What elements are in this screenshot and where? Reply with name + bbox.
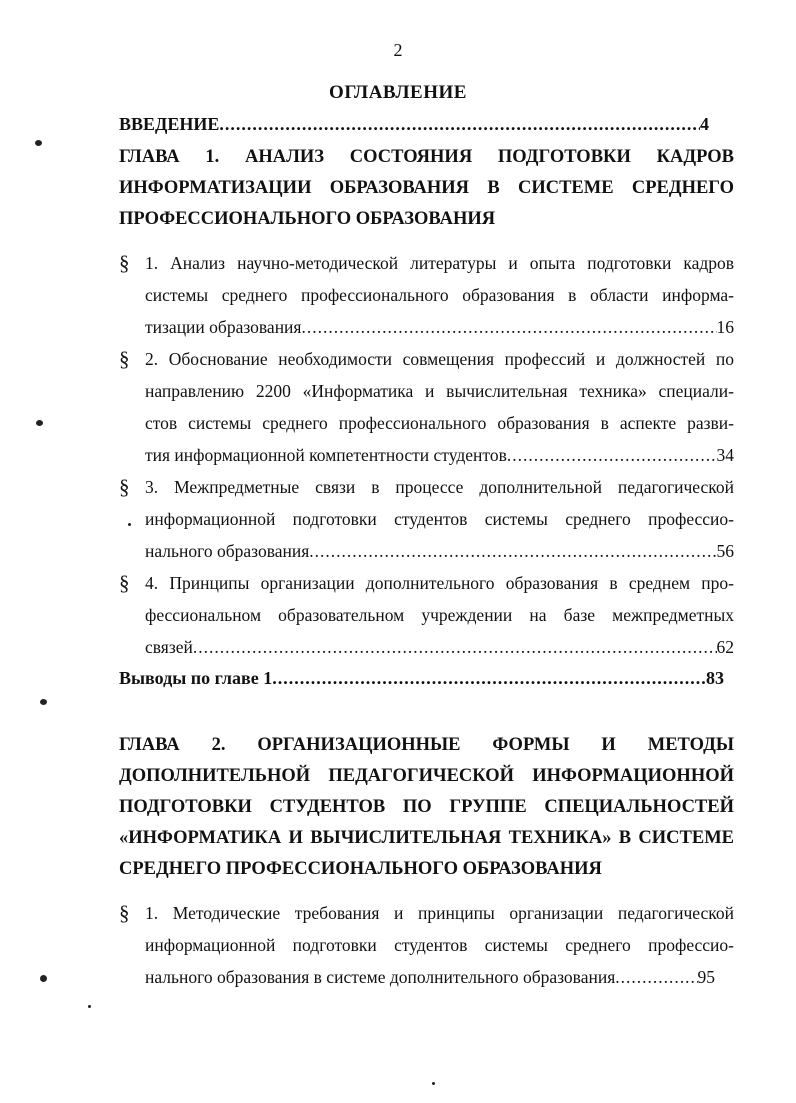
section-line: информационной подготовки студентов системы среднего профессио- <box>145 509 734 529</box>
section-line: 1. Анализ научно-методической литературы и опыта подготовки кадров <box>145 253 734 273</box>
section-last-line: тия информационной компетентности студентов <box>145 445 507 465</box>
section-line: направлению 2200 «Информатика и вычислительная техника» специали- <box>145 381 734 401</box>
scan-speck <box>36 420 43 426</box>
section-line: 3. Межпредметные связи в процессе дополнительной педагогической <box>145 477 734 497</box>
section-sign-icon: § <box>119 347 130 371</box>
section-line: информационной подготовки студентов системы среднего профессио- <box>145 935 734 955</box>
section-line: фессиональном образовательном учреждении на базе межпредметных <box>145 605 734 625</box>
section-last-line: нального образования <box>145 541 310 561</box>
section-last-line: нального образования в системе дополнительного образования <box>145 967 616 987</box>
section-page: 34 <box>716 445 734 465</box>
section-page: 56 <box>716 541 734 561</box>
section-page: 62 <box>716 637 734 657</box>
leader-dots <box>301 311 716 343</box>
toc-entry-label: ВВЕДЕНИЕ <box>119 114 220 134</box>
section-page: 95 <box>697 967 715 987</box>
leader-dots <box>507 439 717 471</box>
scan-speck <box>35 140 42 146</box>
section-sign-icon: § <box>119 475 130 499</box>
chapter1-heading[interactable]: ГЛАВА 1. АНАЛИЗ СОСТОЯНИЯ ПОДГОТОВКИ КАДРОВ ИНФОРМАТИЗАЦИИ ОБРАЗОВАНИЯ В СИСТЕМЕ СРЕДНЕГО ПРОФЕССИОНАЛЬНОГО ОБРАЗОВАНИЯ <box>119 147 734 229</box>
toc-entry-page: 4 <box>700 114 709 134</box>
scan-speck <box>128 523 131 526</box>
leader-dots <box>219 114 700 135</box>
section-sign-icon: § <box>119 571 130 595</box>
toc-entry-intro[interactable] <box>119 114 709 135</box>
section-line: 4. Принципы организации дополнительного образования в среднем про- <box>145 573 734 593</box>
toc-entry-page: 83 <box>706 668 724 688</box>
section-line: стов системы среднего профессионального образования в аспекте разви- <box>145 413 734 433</box>
scan-speck <box>40 975 47 982</box>
scan-speck <box>432 1082 435 1085</box>
leader-dots <box>193 631 717 663</box>
leader-dots <box>615 961 697 993</box>
page-number: 2 <box>393 40 403 60</box>
section-page: 16 <box>716 317 734 337</box>
chapter2-heading[interactable]: ГЛАВА 2. ОРГАНИЗАЦИОННЫЕ ФОРМЫ И МЕТОДЫ ДОПОЛНИТЕЛЬНОЙ ПЕДАГОГИЧЕСКОЙ ИНФОРМАЦИОННОЙ ПОДГОТОВКИ СТУДЕНТОВ ПО ГРУППЕ СПЕЦИАЛЬНОСТЕЙ «ИНФОРМАТИКА И ВЫЧИСЛИТЕЛЬНАЯ ТЕХНИКА» В СИСТЕМЕ СРЕДНЕГО ПРОФЕССИОНАЛЬНОГО ОБРАЗОВАНИЯ <box>119 735 734 879</box>
toc-entry-conclusions[interactable] <box>119 668 724 689</box>
section-sign-icon: § <box>119 251 130 275</box>
section-sign-icon: § <box>119 901 130 925</box>
section-last-line: связей <box>145 637 193 657</box>
section-line: системы среднего профессионального образования в области информа- <box>145 285 734 305</box>
scan-speck <box>88 1005 91 1008</box>
scan-speck <box>40 699 47 705</box>
section-last-line: тизации образования <box>145 317 302 337</box>
leader-dots <box>272 668 706 689</box>
leader-dots <box>309 535 716 567</box>
section-line: 2. Обоснование необходимости совмещения профессий и должностей по <box>145 349 734 369</box>
toc-entry-label: Выводы по главе 1 <box>119 668 273 688</box>
toc-title: ОГЛАВЛЕНИЕ <box>329 82 467 103</box>
section-line: 1. Методические требования и принципы организации педагогической <box>145 903 734 923</box>
